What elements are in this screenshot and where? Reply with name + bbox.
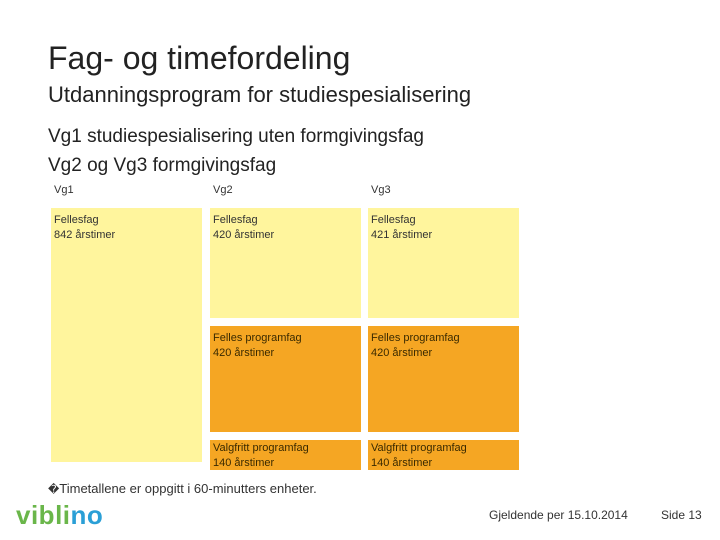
vg2-fellesfag-hours: 420 årstimer	[213, 229, 275, 241]
vg3-programfag-hours: 420 årstimer	[371, 347, 433, 359]
page-number: Side 13	[661, 508, 702, 522]
page-title: Fag- og timefordeling	[48, 40, 351, 76]
vg3-fellesfag-hours: 421 årstimer	[371, 229, 433, 241]
logo-text-1: vibl	[16, 500, 63, 530]
vg2-programfag-box	[210, 326, 361, 432]
vg3-valgfritt-hours: 140 årstimer	[371, 457, 433, 469]
vg2-programfag-hours: 420 årstimer	[213, 347, 275, 359]
footnote-marker: �	[48, 484, 60, 496]
vg2-valgfritt-hours: 140 årstimer	[213, 457, 275, 469]
vg3-valgfritt-box	[368, 440, 519, 470]
vg1-fellesfag-name: Fellesfag	[54, 214, 99, 226]
vg2-fellesfag-name: Fellesfag	[213, 214, 258, 226]
column-header-vg1: Vg1	[54, 184, 74, 196]
vg2-valgfritt-box	[210, 440, 361, 470]
vg1-fellesfag-box	[51, 208, 202, 462]
page-subtitle: Utdanningsprogram for studiespesialisering	[48, 82, 472, 107]
column-header-vg2: Vg2	[213, 184, 233, 196]
intro-line-1: Vg1 studiespesialisering uten formgivingsfag	[48, 126, 424, 147]
logo-text-3: no	[70, 500, 104, 530]
vg3-valgfritt-name: Valgfritt programfag	[371, 442, 467, 454]
vg3-fellesfag-name: Fellesfag	[371, 214, 416, 226]
vg3-programfag-name: Felles programfag	[371, 332, 460, 344]
logo-text-2: i	[62, 500, 71, 530]
footnote-text: Timetallene er oppgitt i 60-minutters enheter.	[59, 481, 317, 496]
column-header-vg3: Vg3	[371, 184, 391, 196]
vg2-programfag-name: Felles programfag	[213, 332, 302, 344]
vilbo-logo	[16, 500, 103, 531]
vg3-fellesfag-box	[368, 208, 519, 318]
vg3-programfag-box	[368, 326, 519, 432]
footnote	[48, 481, 317, 496]
vg2-valgfritt-name: Valgfritt programfag	[213, 442, 309, 454]
vg1-fellesfag-hours: 842 årstimer	[54, 229, 116, 241]
vg2-fellesfag-box	[210, 208, 361, 318]
intro-line-2: Vg2 og Vg3 formgivingsfag	[48, 155, 277, 176]
valid-date: Gjeldende per 15.10.2014	[489, 508, 628, 522]
